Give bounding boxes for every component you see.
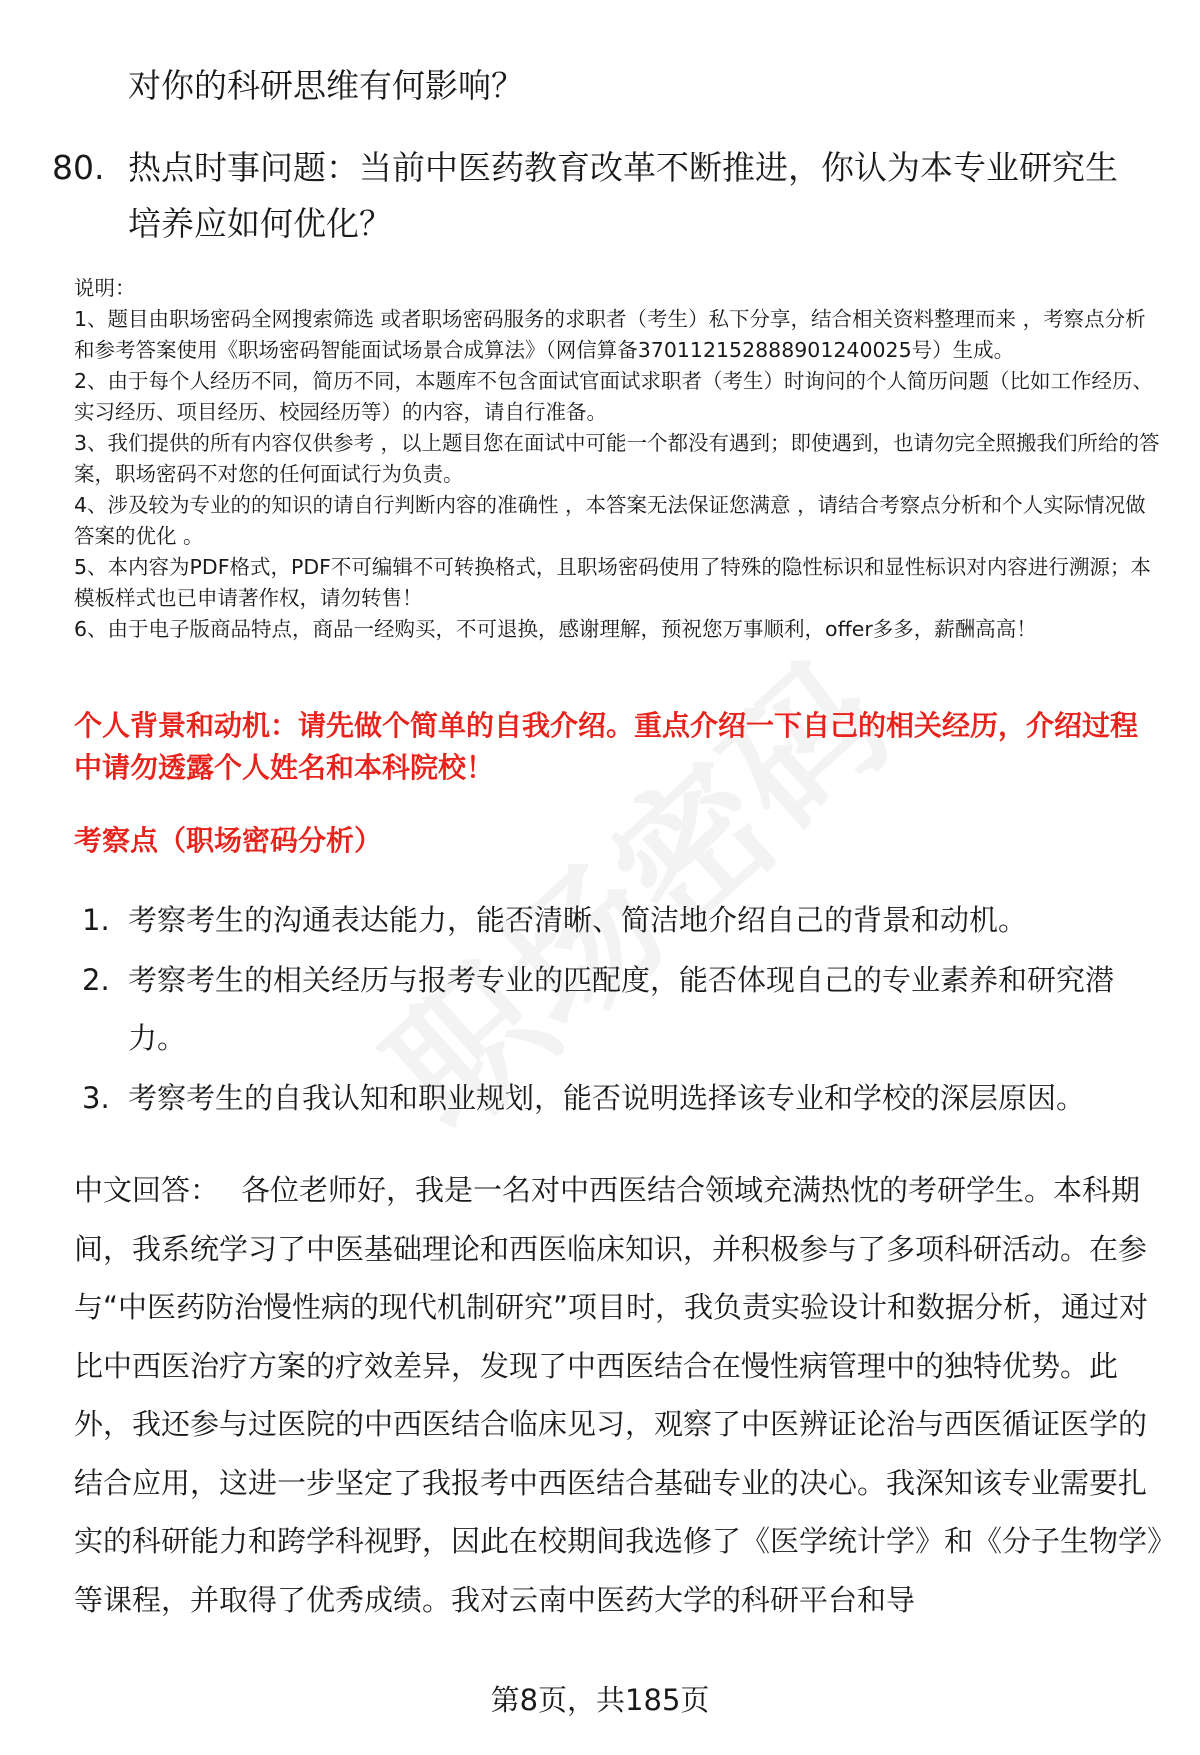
- answer-label: 中文回答：: [74, 1173, 220, 1207]
- point-text: 考察考生的相关经历与报考专业的匹配度，能否体现自己的专业素养和研究潜力。: [128, 963, 1115, 1055]
- page-footer: 第8页，共185页: [490, 1683, 710, 1717]
- note-item: 5、本内容为PDF格式，PDF不可编辑不可转换格式，且职场密码使用了特殊的隐性标识和显性标识对内容进行溯源；本模板样式也已申请著作权，请勿转售！: [74, 555, 1151, 610]
- point-text: 考察考生的沟通表达能力，能否清晰、简洁地介绍自己的背景和动机。: [128, 903, 1028, 937]
- point-text: 考察考生的自我认知和职业规划，能否说明选择该专业和学校的深层原因。: [128, 1081, 1086, 1115]
- question-continuation: 对你的科研思维有何影响？: [128, 66, 524, 105]
- note-item: 3、我们提供的所有内容仅供参考 ，以上题目您在面试中可能一个都没有遇到；即使遇到，也请勿完全照搬我们所给的答案，职场密码不对您的任何面试行为负责。: [74, 431, 1160, 486]
- note-item: 2、由于每个人经历不同，简历不同，本题库不包含面试官面试求职者（考生）时询问的个人简历问题（比如工作经历、实习经历、项目经历、校园经历等）的内容，请自行准备。: [74, 369, 1154, 424]
- analysis-points: [82, 891, 1152, 1129]
- point-number: 3.: [82, 1081, 110, 1115]
- answer-text: 各位老师好，我是一名对中西医结合领域充满热忱的考研学生。本科期间，我系统学习了中医基础理论和西医临床知识，并积极参与了多项科研活动。在参与“中医药防治慢性病的现代机制研究”项目时，我负责实验设计和数据分析，通过对比中西医治疗方案的疗效差异，发现了中西医结合在慢性病管理中的独特优势。此外，我还参与过医院的中西医结合临床见习，观察了中医辨证论治与西医循证医学的结合应用，这进一步坚定了我报考中西医结合基础专业的决心。我深知该专业需要扎实的科研能力和跨学科视野，因此在校期间我选修了《医学统计学》和《分子生物学》等课程，并取得了优秀成绩。我对云南中医药大学的科研平台和导: [74, 1173, 1162, 1617]
- answer-paragraph: [74, 1161, 1164, 1629]
- question-number: 80.: [52, 148, 105, 187]
- point-number: 1.: [82, 903, 110, 937]
- question-text: 热点时事问题：当前中医药教育改革不断推进，你认为本专业研究生培养应如何优化？: [128, 148, 1118, 243]
- note-item: 1、题目由职场密码全网搜索筛选 或者职场密码服务的求职者（考生）私下分享，结合相关资料整理而来 ，考察点分析和参考答案使用《职场密码智能面试场景合成算法》（网信算备370112152888901240025号）生成。: [74, 307, 1146, 362]
- notes-title: 说明：: [74, 276, 136, 300]
- analysis-point: [82, 891, 1152, 949]
- analysis-point: [82, 1069, 1152, 1127]
- highlight-question: 个人背景和动机：请先做个简单的自我介绍。重点介绍一下自己的相关经历，介绍过程中请勿透露个人姓名和本科院校！: [74, 709, 1139, 784]
- note-item: 4、涉及较为专业的的知识的请自行判断内容的准确性 ，本答案无法保证您满意 ，请结合考察点分析和个人实际情况做答案的优化 。: [74, 493, 1146, 548]
- analysis-title: 考察点（职场密码分析）: [74, 824, 383, 857]
- notes-section: [74, 273, 1164, 645]
- point-number: 2.: [82, 963, 110, 997]
- question-80: [52, 140, 1142, 252]
- analysis-point: [82, 951, 1152, 1067]
- note-item: 6、由于电子版商品特点，商品一经购买，不可退换，感谢理解，预祝您万事顺利，offer多多，薪酬高高！: [74, 617, 1037, 641]
